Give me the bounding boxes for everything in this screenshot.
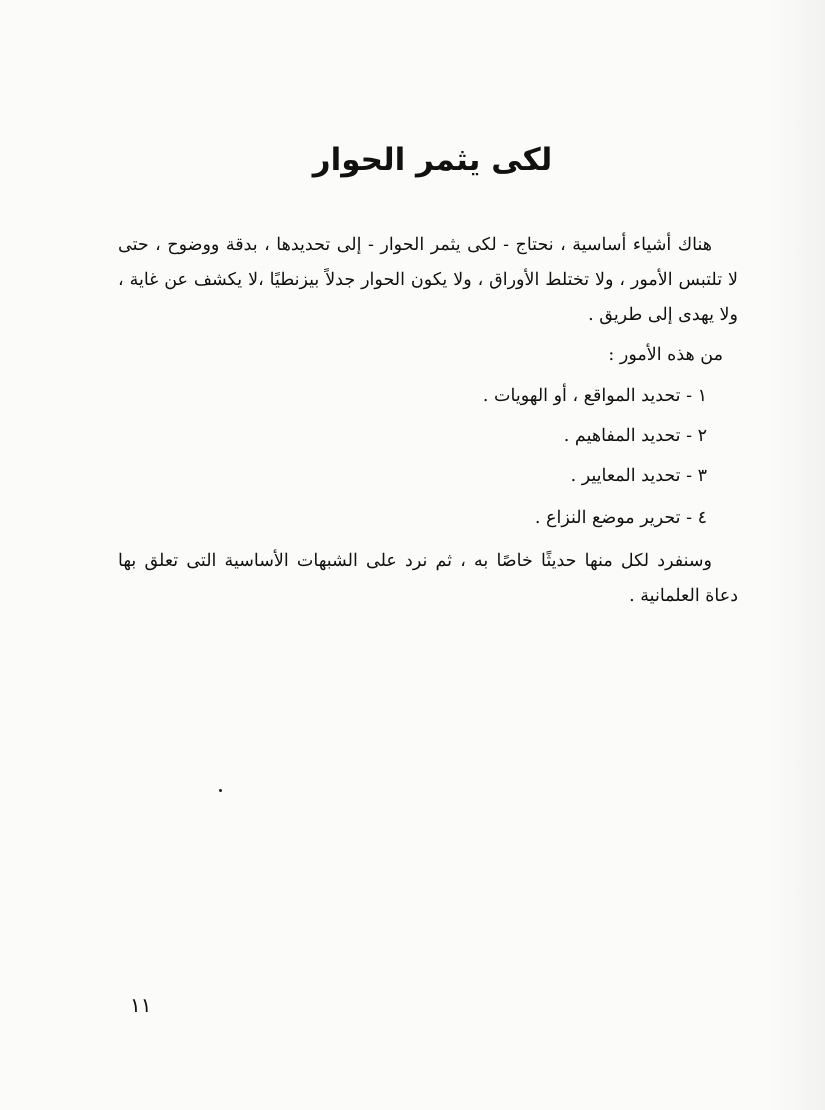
closing-paragraph	[118, 544, 738, 614]
intro-paragraph-text: هناك أشياء أساسية ، نحتاج - لكى يثمر الحوار - إلى تحديدها ، بدقة ووضوح ، حتى لا تلتبس الأمور ، ولا تختلط الأوراق ، ولا يكون الحوار جدلاً بيزنطيًا ،لا يكشف عن غاية ، ولا يهدى إلى طريق .	[118, 235, 738, 325]
list-item: ١ - تحديد المواقع ، أو الهويات .	[482, 386, 707, 406]
page-title: لكى يثمر الحوار	[312, 142, 553, 178]
intro-paragraph	[118, 228, 738, 333]
scan-speck	[219, 789, 222, 792]
list-item: ٣ - تحديد المعايير .	[570, 466, 707, 486]
closing-paragraph-text: وسنفرد لكل منها حديثًا خاصًا به ، ثم نرد على الشبهات الأساسية التى تعلق بها دعاة العلمانية .	[118, 551, 738, 606]
list-intro: من هذه الأمور :	[608, 345, 723, 365]
list-item: ٤ - تحرير موضع النزاع .	[534, 508, 707, 528]
list-item: ٢ - تحديد المفاهيم .	[563, 426, 707, 446]
page-number: ١١	[130, 993, 152, 1017]
